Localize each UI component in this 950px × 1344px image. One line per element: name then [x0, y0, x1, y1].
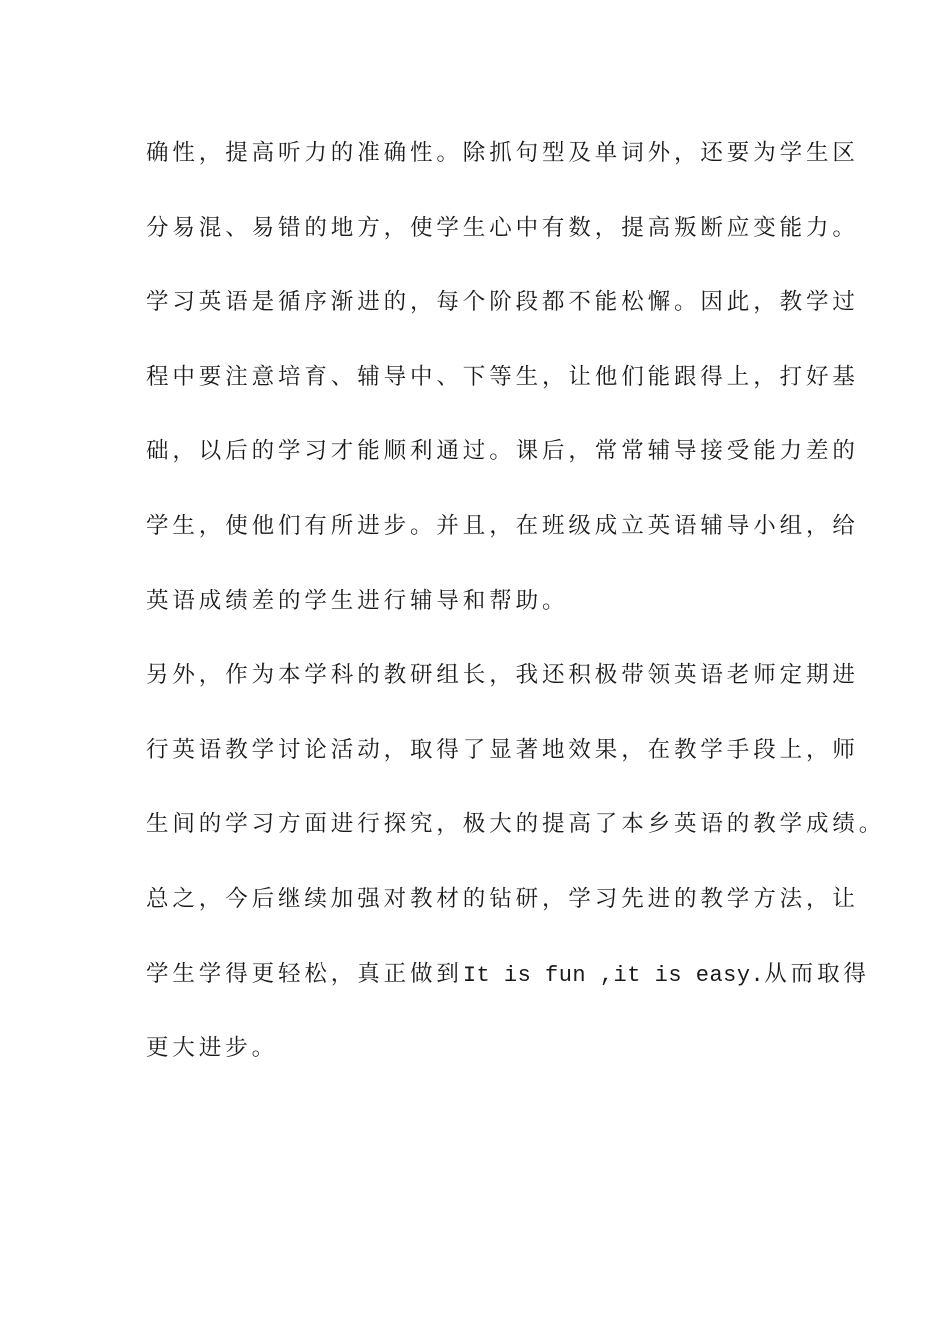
text-line: 学生，使他们有所进步。并且，在班级成立英语辅导小组，给 [146, 512, 859, 539]
text-line: 确性，提高听力的准确性。除抓句型及单词外，还要为学生区 [146, 140, 859, 166]
text-line-mixed [146, 949, 870, 1024]
text-segment: 从而取得 [764, 960, 870, 987]
text-line: 另外，作为本学科的教研组长，我还积极带领英语老师定期进 [146, 662, 859, 689]
text-line: 分易混、易错的地方，使学生心中有数，提高叛断应变能力。 [146, 214, 859, 241]
text-line: 程中要注意培育、辅导中、下等生，让他们能跟得上，打好基 [146, 363, 859, 390]
text-line: 更大进步。 [146, 1035, 279, 1062]
text-line: 础，以后的学习才能顺利通过。课后，常常辅导接受能力差的 [146, 438, 859, 465]
text-line: 英语成绩差的学生进行辅导和帮助。 [146, 587, 569, 614]
text-segment: 学生学得更轻松，真正做到 [146, 960, 463, 987]
text-line: 生间的学习方面进行探究，极大的提高了本乡英语的教学成绩。 [146, 811, 886, 838]
text-line: 学习英语是循序渐进的，每个阶段都不能松懈。因此，教学过 [146, 289, 859, 316]
body-text [146, 128, 886, 1098]
english-phrase: It is fun ,it is easy. [462, 962, 765, 988]
text-line: 行英语教学讨论活动，取得了显著地效果，在教学手段上，师 [146, 736, 859, 763]
text-line: 总之，今后继续加强对教材的钻研，学习先进的教学方法，让 [146, 885, 859, 912]
